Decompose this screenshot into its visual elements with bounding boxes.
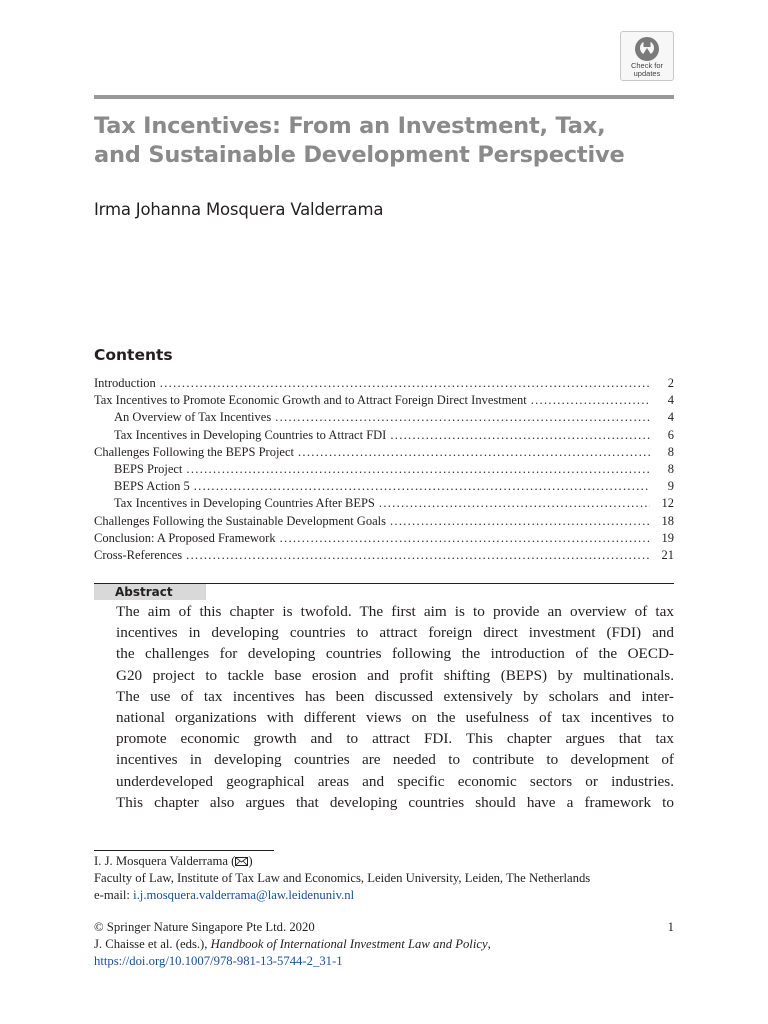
title-line-1: Tax Incentives: From an Investment, Tax, [94,113,606,139]
toc-leader [390,427,650,444]
toc-entry[interactable] [94,513,674,530]
toc-page: 21 [661,547,674,562]
header-rule [94,95,674,99]
email-link[interactable]: i.j.mosquera.valderrama@law.leidenuniv.nl [133,888,355,902]
table-of-contents [94,375,674,564]
toc-entry[interactable] [94,427,674,444]
toc-entry[interactable] [94,375,674,392]
toc-entry[interactable] [94,547,674,564]
title-line-2: and Sustainable Development Perspective [94,142,625,168]
toc-page: 6 [667,427,674,442]
toc-page: 12 [661,496,674,511]
badge-text-line2: updates [633,69,661,78]
toc-leader [379,495,650,512]
toc-leader [186,461,650,478]
footnote-rule [94,850,274,851]
abstract-line: the challenges for developing countries following the introduction of the OECD- [116,645,674,663]
toc-label: An Overview of Tax Incentives [114,410,272,425]
check-for-updates-badge[interactable] [620,31,674,81]
author-footnote [94,853,684,904]
toc-label: Tax Incentives in Developing Countries to Attract FDI [114,427,387,442]
toc-page: 9 [667,479,674,494]
footnote-name-close: ) [248,854,253,868]
toc-label: Tax Incentives to Promote Economic Growth and to Attract Foreign Direct Investment [94,393,527,408]
publication-info [94,919,674,970]
toc-page: 4 [667,410,674,425]
badge-text-line1: Check for [630,61,664,70]
doi-link[interactable]: https://doi.org/10.1007/978-981-13-5744-2_31-1 [94,954,343,968]
author-name: Irma Johanna Mosquera Valderrama [94,200,384,219]
toc-entry[interactable] [94,530,674,547]
toc-entry[interactable] [94,478,674,495]
envelope-icon[interactable] [235,857,248,866]
footnote-name-line [94,853,684,870]
abstract-line: The use of tax incentives has been discussed extensively by scholars and inter- [116,687,674,705]
toc-label: Cross-References [94,547,183,562]
toc-entry[interactable] [94,392,674,409]
toc-leader [275,409,650,426]
footnote-affiliation: Faculty of Law, Institute of Tax Law and Economics, Leiden University, Leiden, The Netherlands [94,871,591,885]
email-label: e-mail: [94,888,134,902]
crossmark-icon [634,36,660,62]
abstract-line: incentives in developing countries are needed to contribute to development of [116,751,674,769]
toc-label: Challenges Following the Sustainable Development Goals [94,513,386,528]
footnote-email-line [94,887,684,904]
toc-page: 19 [661,530,674,545]
toc-page: 8 [667,444,674,459]
abstract-label: Abstract [94,584,206,600]
citation-prefix: J. Chaisse et al. (eds.), [94,937,211,951]
toc-page: 2 [667,376,674,390]
toc-entry[interactable] [94,444,674,461]
abstract-line: underdeveloped geographical areas and specific economic sectors or industries. [116,772,674,790]
citation-suffix: , [487,937,491,951]
abstract-line: national organizations with different views on the usefulness of tax incentives to [116,708,674,726]
contents-heading: Contents [94,346,173,364]
toc-entry[interactable] [94,409,674,426]
toc-leader [194,478,650,495]
abstract-body [116,601,674,813]
footnote-name: I. J. Mosquera Valderrama ( [94,854,236,868]
abstract-line: promote economic growth and to attract FDI. This chapter argues that tax [116,730,674,748]
toc-leader [531,392,650,409]
toc-leader [390,513,650,530]
toc-label: Challenges Following the BEPS Project [94,444,294,459]
toc-label: BEPS Project [114,461,183,476]
toc-page: 4 [667,393,674,408]
toc-leader [186,547,650,564]
abstract-line: incentives in developing countries to attract foreign direct investment (FDI) and [116,624,674,642]
abstract-line: This chapter also argues that developing countries should have a framework to [116,793,674,811]
chapter-title [94,112,654,170]
toc-leader [298,444,650,461]
citation-title: Handbook of International Investment Law and Policy [210,937,488,951]
page-number: 1 [667,920,674,934]
toc-leader [160,375,650,392]
toc-label: BEPS Action 5 [114,479,190,494]
toc-page: 18 [661,513,674,528]
toc-entry[interactable] [94,495,674,512]
toc-entry[interactable] [94,461,674,478]
toc-label: Introduction [94,376,156,390]
toc-label: Conclusion: A Proposed Framework [94,530,276,545]
copyright-line: © Springer Nature Singapore Pte Ltd. 2020 [94,920,315,934]
toc-label: Tax Incentives in Developing Countries After BEPS [114,496,375,511]
toc-leader [280,530,650,547]
abstract-line: The aim of this chapter is twofold. The first aim is to provide an overview of tax [116,603,674,620]
toc-page: 8 [667,461,674,476]
abstract-line: G20 project to tackle base erosion and profit shifting (BEPS) by multinationals. [116,666,674,684]
citation-line [94,936,674,953]
